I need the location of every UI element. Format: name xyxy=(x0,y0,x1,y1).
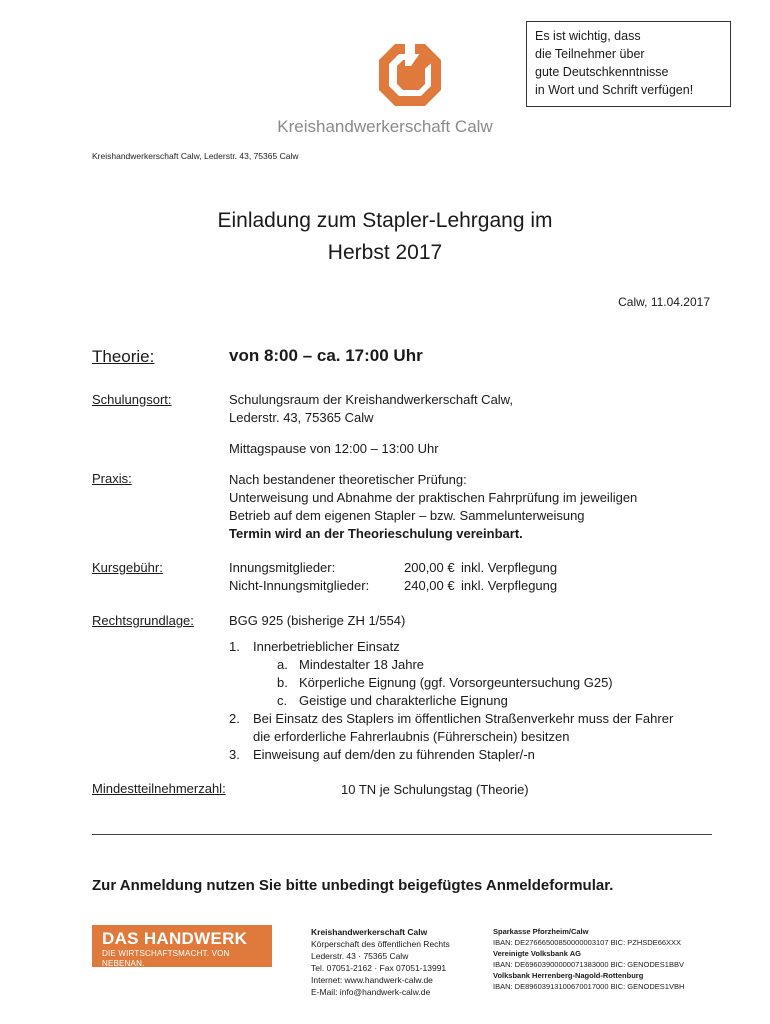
list-item xyxy=(229,710,673,728)
fee-amount: 240,00 € xyxy=(404,578,455,593)
footer-bank-line: IBAN: DE89603913100670017000 BIC: GENODES1VBH xyxy=(493,982,685,991)
praxis-bold-line: Termin wird an der Theorieschulung vereinbart. xyxy=(229,526,523,541)
list-item xyxy=(229,638,673,656)
footer-address-line: Kreishandwerkerschaft Calw xyxy=(311,927,428,937)
rechtsgrundlage-value: BGG 925 (bisherige ZH 1/554) xyxy=(229,613,406,628)
fee-extra: inkl. Verpflegung xyxy=(461,560,558,575)
fee-amount: 200,00 € xyxy=(404,560,455,575)
das-handwerk-logo xyxy=(92,925,272,967)
title-line-2: Herbst 2017 xyxy=(327,241,443,264)
footer-logo-line-1: DAS HANDWERK xyxy=(102,929,248,948)
footer-address xyxy=(311,926,450,998)
schulungsort-value xyxy=(229,391,513,427)
notice-line: in Wort und Schrift verfügen! xyxy=(535,83,694,97)
notice-line: die Teilnehmer über xyxy=(535,47,645,61)
list-number: 1. xyxy=(229,639,240,654)
requirements-list xyxy=(229,638,673,764)
notice-box xyxy=(526,21,731,107)
document-date: Calw, 11.04.2017 xyxy=(618,295,710,309)
list-text: die erforderliche Fahrerlaubnis (Führerschein) besitzen xyxy=(253,729,570,744)
praxis-value xyxy=(229,471,637,543)
divider xyxy=(92,834,712,835)
fee-row xyxy=(229,577,629,595)
lunch-break: Mittagspause von 12:00 – 13:00 Uhr xyxy=(229,441,439,456)
footer-bank-line: Volksbank Herrenberg-Nagold-Rottenburg xyxy=(493,971,644,980)
kursgebuehr-label: Kursgebühr: xyxy=(92,560,163,575)
footer-bank-line: Vereinigte Volksbank AG xyxy=(493,949,581,958)
fee-row xyxy=(229,559,629,577)
notice-line: Es ist wichtig, dass xyxy=(535,29,641,43)
footer-bank-line: IBAN: DE27666500850000003107 BIC: PZHSDE66XXX xyxy=(493,938,682,947)
list-text: Einweisung auf dem/den zu führenden Stapler/-n xyxy=(253,747,535,762)
kursgebuehr-table xyxy=(229,559,629,595)
notice-line: gute Deutschkenntnisse xyxy=(535,65,669,79)
list-item xyxy=(229,692,673,710)
list-text: Bei Einsatz des Staplers im öffentlichen Straßenverkehr muss der Fahrer xyxy=(253,711,674,726)
org-title: Kreishandwerkerschaft Calw xyxy=(277,117,493,136)
rechtsgrundlage-label: Rechtsgrundlage: xyxy=(92,613,194,628)
footer-address-line: Lederstr. 43 · 75365 Calw xyxy=(311,951,409,961)
schulungsort-line: Lederstr. 43, 75365 Calw xyxy=(229,410,374,425)
list-number: a. xyxy=(277,657,288,672)
footer-address-line: Körperschaft des öffentlichen Rechts xyxy=(311,939,450,949)
footer-bank xyxy=(493,926,684,992)
theorie-value: von 8:00 – ca. 17:00 Uhr xyxy=(229,346,423,365)
schulungsort-label: Schulungsort: xyxy=(92,392,172,407)
mindest-label: Mindestteilnehmerzahl: xyxy=(92,781,226,796)
praxis-label: Praxis: xyxy=(92,471,132,486)
mindest-value: 10 TN je Schulungstag (Theorie) xyxy=(341,782,529,797)
footer-bank-line: Sparkasse Pforzheim/Calw xyxy=(493,927,589,936)
title-line-1: Einladung zum Stapler-Lehrgang im xyxy=(217,209,553,232)
fee-extra: inkl. Verpflegung xyxy=(461,578,558,593)
list-number: 3. xyxy=(229,747,240,762)
footer-address-line: Tel. 07051-2162 · Fax 07051-13991 xyxy=(311,963,447,973)
schulungsort-line: Schulungsraum der Kreishandwerkerschaft Calw, xyxy=(229,392,513,407)
list-number: c. xyxy=(277,693,288,708)
list-text: Innerbetrieblicher Einsatz xyxy=(253,639,400,654)
list-text: Mindestalter 18 Jahre xyxy=(299,657,425,672)
footer-logo-line-2: DIE WIRTSCHAFTSMACHT. VON NEBENAN. xyxy=(102,949,230,968)
list-item xyxy=(229,674,673,692)
registration-call-to-action: Zur Anmeldung nutzen Sie bitte unbedingt beigefügtes Anmeldeformular. xyxy=(92,877,614,894)
sender-line: Kreishandwerkerschaft Calw, Lederstr. 43, 75365 Calw xyxy=(92,151,299,161)
footer-address-line: E-Mail: info@handwerk-calw.de xyxy=(311,987,431,997)
fee-who: Innungsmitglieder: xyxy=(229,560,336,575)
footer-bank-line: IBAN: DE69603900000071383000 BIC: GENODES1BBV xyxy=(493,960,684,969)
praxis-line: Nach bestandener theoretischer Prüfung: xyxy=(229,472,467,487)
list-item xyxy=(229,728,673,746)
fee-who: Nicht-Innungsmitglieder: xyxy=(229,578,370,593)
org-logo-icon xyxy=(375,40,445,110)
list-text: Geistige und charakterliche Eignung xyxy=(299,693,508,708)
list-item xyxy=(229,746,673,764)
list-text: Körperliche Eignung (ggf. Vorsorgeuntersuchung G25) xyxy=(299,675,613,690)
list-number: 2. xyxy=(229,711,240,726)
theorie-label: Theorie: xyxy=(92,347,155,366)
praxis-line: Unterweisung und Abnahme der praktischen Fahrprüfung im jeweiligen xyxy=(229,490,638,505)
footer-address-line: Internet: www.handwerk-calw.de xyxy=(311,975,433,985)
list-number: b. xyxy=(277,675,288,690)
praxis-line: Betrieb auf dem eigenen Stapler – bzw. Sammelunterweisung xyxy=(229,508,585,523)
document-title xyxy=(0,205,770,269)
list-item xyxy=(229,656,673,674)
